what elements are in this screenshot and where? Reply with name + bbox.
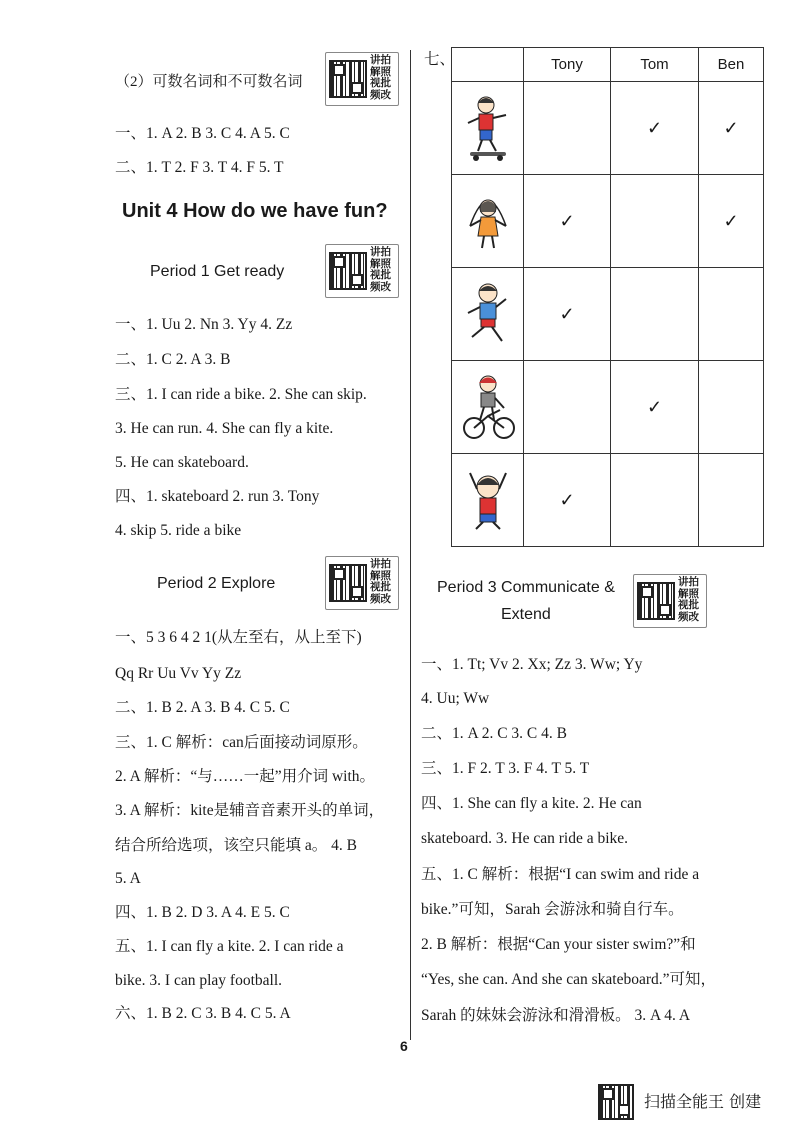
tick-cell: ✓ (699, 175, 764, 268)
answer-line: skateboard. 3. He can ride a bike. (421, 830, 629, 847)
section-title: （2）可数名词和不可数名词 (115, 74, 303, 90)
scanner-logo-qr-icon (598, 1084, 634, 1120)
qr-caption: 讲拍解照视批频改 (370, 558, 391, 605)
table-row (452, 361, 764, 454)
header-tom: Tom (611, 48, 699, 82)
answer-line: Sarah 的妹妹会游泳和滑滑板。 3. A 4. A (421, 1007, 691, 1024)
qr-code-box (633, 574, 707, 628)
running-boy-icon (452, 268, 524, 361)
header-ben: Ben (699, 48, 764, 82)
tick-cell (611, 268, 699, 361)
answer-line: 二、1. C 2. A 3. B (115, 351, 231, 368)
table-corner-cell (452, 48, 524, 82)
answer-line: 一、1. A 2. B 3. C 4. A 5. C (115, 125, 290, 142)
tick-cell (699, 268, 764, 361)
answer-line: 五、1. I can fly a kite. 2. I can ride a (115, 938, 344, 955)
answer-line: bike.”可知，Sarah 会游泳和骑自行车。 (421, 901, 684, 918)
qr-caption: 讲拍解照视批频改 (678, 576, 699, 623)
period-title: Period 2 Explore (157, 575, 276, 592)
period-title-cont: Extend (501, 606, 551, 623)
answer-line: 4. Uu; Ww (421, 690, 490, 707)
column-divider (410, 50, 411, 1040)
cycling-boy-icon (452, 361, 524, 454)
tick-cell (699, 454, 764, 547)
answer-line: 一、1. Tt; Vv 2. Xx; Zz 3. Ww; Yy (421, 656, 643, 673)
qr-code-icon (329, 252, 367, 290)
answer-line: 结合所给选项，该空只能填 a。 4. B (115, 837, 357, 854)
period-title: Period 3 Communicate & (437, 579, 615, 596)
qr-code-icon (637, 582, 675, 620)
answer-line: 3. He can run. 4. She can fly a kite. (115, 420, 334, 437)
tick-cell (524, 361, 611, 454)
unit-title: Unit 4 How do we have fun? (122, 200, 388, 222)
qr-code-icon (329, 60, 367, 98)
table-row (452, 82, 764, 175)
answer-line: 二、1. A 2. C 3. C 4. B (421, 725, 567, 742)
answer-line: bike. 3. I can play football. (115, 972, 283, 989)
table-header-row (452, 48, 764, 82)
qr-caption: 讲拍解照视批频改 (370, 54, 391, 101)
tick-cell (524, 82, 611, 175)
answer-line: “Yes, she can. And she can skateboard.”可知， (421, 971, 717, 988)
qr-code-box (325, 556, 399, 610)
qr-code-box (325, 244, 399, 298)
tick-cell: ✓ (524, 268, 611, 361)
kite-boy-icon (452, 454, 524, 547)
answer-line: 六、1. B 2. C 3. B 4. C 5. A (115, 1005, 291, 1022)
period-title: Period 1 Get ready (150, 263, 285, 280)
tick-cell (611, 454, 699, 547)
tick-cell: ✓ (524, 175, 611, 268)
answer-line: 三、1. I can ride a bike. 2. She can skip. (115, 386, 367, 403)
qr-caption: 讲拍解照视批频改 (370, 246, 391, 293)
tick-cell: ✓ (611, 361, 699, 454)
qr-code-box (325, 52, 399, 106)
tick-cell (611, 175, 699, 268)
table-row (452, 268, 764, 361)
answer-line: 2. A 解析：“与……一起”用介词 with。 (115, 768, 376, 785)
answer-line: 三、1. F 2. T 3. F 4. T 5. T (421, 760, 590, 777)
activity-table (451, 47, 764, 547)
tick-cell (699, 361, 764, 454)
answer-line: 三、1. C 解析：can后面接动词原形。 (115, 734, 368, 751)
skateboard-kid-icon (452, 82, 524, 175)
answer-line: 5. A (115, 870, 141, 887)
skipping-girl-icon (452, 175, 524, 268)
tick-cell: ✓ (524, 454, 611, 547)
tick-cell: ✓ (699, 82, 764, 175)
answer-line: 二、1. B 2. A 3. B 4. C 5. C (115, 699, 290, 716)
answer-line: 一、5 3 6 4 2 1(从左至右，从上至下) (115, 629, 362, 646)
footer-watermark: 扫描全能王 创建 (644, 1092, 762, 1111)
answer-line: 5. He can skateboard. (115, 454, 249, 471)
answer-line: 3. A 解析：kite是辅音音素开头的单词， (115, 802, 385, 819)
answer-line: Qq Rr Uu Vv Yy Zz (115, 665, 242, 682)
answer-line: 四、1. She can fly a kite. 2. He can (421, 795, 642, 812)
answer-line: 四、1. B 2. D 3. A 4. E 5. C (115, 904, 290, 921)
answer-line: 4. skip 5. ride a bike (115, 522, 242, 539)
answer-line: 2. B 解析：根据“Can your sister swim?”和 (421, 936, 696, 953)
answer-line: 四、1. skateboard 2. run 3. Tony (115, 488, 320, 505)
qr-code-icon (329, 564, 367, 602)
table-row (452, 454, 764, 547)
section-label: 七、 (424, 51, 456, 68)
table-row (452, 175, 764, 268)
answer-line: 二、1. T 2. F 3. T 4. F 5. T (115, 159, 284, 176)
answer-line: 五、1. C 解析：根据“I can swim and ride a (421, 866, 700, 883)
header-tony: Tony (524, 48, 611, 82)
page-number: 6 (400, 1038, 408, 1054)
tick-cell: ✓ (611, 82, 699, 175)
answer-line: 一、1. Uu 2. Nn 3. Yy 4. Zz (115, 316, 293, 333)
